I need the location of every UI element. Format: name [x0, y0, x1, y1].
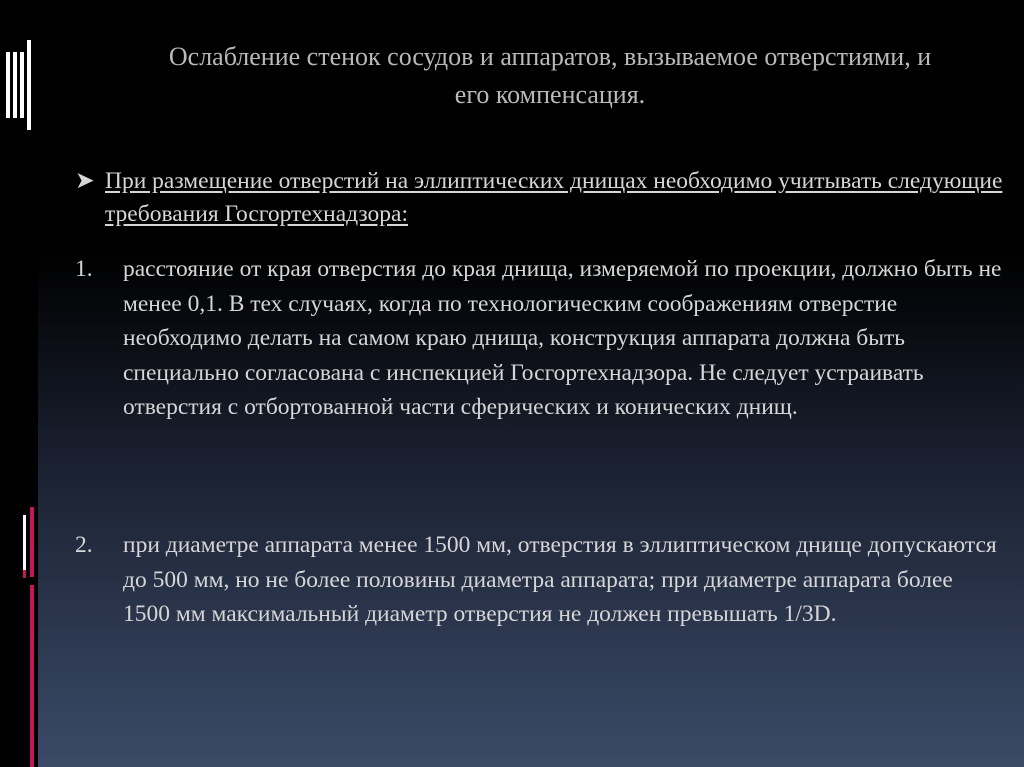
list-item-number: 1.: [75, 256, 93, 282]
list-item: [75, 252, 1005, 425]
arrow-bullet-icon: ➤: [75, 168, 95, 194]
list-item: [75, 528, 1005, 632]
decorative-stripe: [20, 52, 24, 118]
decorative-left-strip: [0, 0, 38, 767]
decorative-stripe: [27, 40, 31, 130]
decorative-stripe: [30, 585, 34, 767]
list-item-text: расстояние от края отверстия до края днища, измеряемой по проекции, должно быть не менее 0,1. В тех случаях, когда по технологическим соображениям отверстие необходимо делать на самом краю днища, конструкция аппарата должна быть специально согласована с инспекцией Госгортехнадзора. Не следует устраивать отверстия с отбортованной части сферических и конических днищ.: [123, 256, 1002, 420]
decorative-stripe: [13, 52, 17, 118]
list-item-number: 2.: [75, 532, 93, 558]
list-item-text: при диаметре аппарата менее 1500 мм, отверстия в эллиптическом днище допускаются до 500 мм, но не более половины диаметра аппарата; при диаметре аппарата более 1500 мм максимальный диаметр отверстия не должен превышать 1/3D.: [123, 532, 997, 627]
intro-bullet: [75, 165, 1005, 231]
intro-text: При размещение отверстий на эллиптических днищах необходимо учитывать следующие требования Госгортехнадзора:: [105, 168, 1003, 227]
decorative-stripe: [30, 507, 34, 577]
decorative-stripe: [23, 570, 26, 578]
slide-title: Ослабление стенок сосудов и аппаратов, вызываемое отверстиями, и его компенсация.: [168, 42, 932, 109]
decorative-stripe: [6, 52, 10, 118]
decorative-stripe: [23, 515, 26, 570]
